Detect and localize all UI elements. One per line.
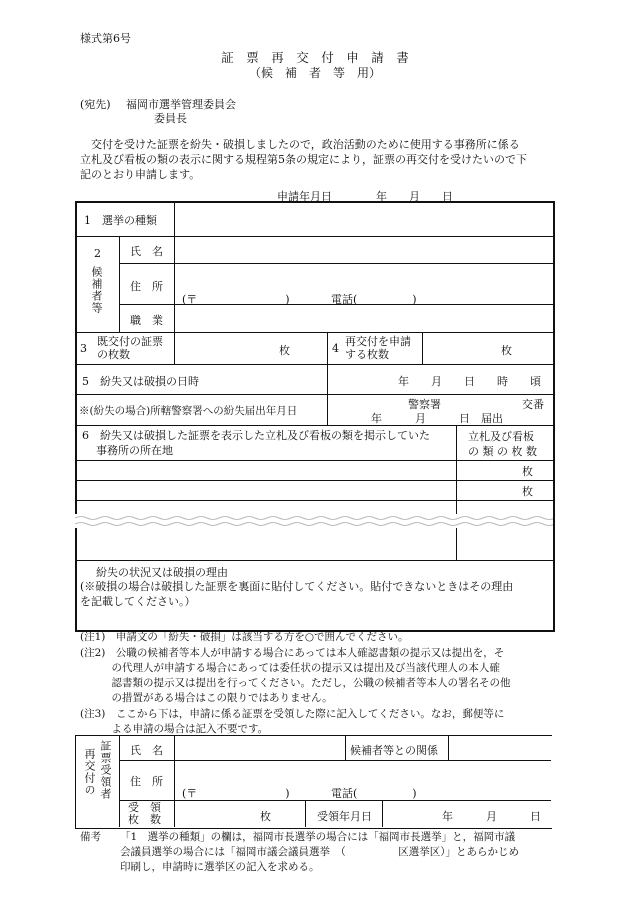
reissue-label-1: 再交付を申請 (345, 335, 411, 348)
note-2-line-2: の代理人が申請する場合にあっては委任状の提示又は提出及び当該代理人の本人確 (80, 662, 500, 674)
police-date: 年 月 日 届出 (371, 412, 503, 425)
issued-number: 3 (80, 342, 87, 355)
count-unit-1: 枚 (522, 465, 533, 478)
addressee-label: (宛先) (80, 98, 111, 111)
form-title: 証 票 再 交 付 申 請 書 (221, 50, 409, 65)
receipt-address-label: 住 所 (130, 775, 163, 788)
reason-note-1: (※破損の場合は破損した証票を裏面に貼付してください。貼付できないときはその理由 (80, 580, 514, 593)
receipt-date-value: 年 月 日 (442, 810, 541, 823)
receipt-side-label-2: 証票受領者 (99, 740, 112, 800)
reason-note-2: を記載してください。） (80, 595, 196, 608)
issued-label-1: 既交付の証票 (97, 335, 163, 348)
form-subtitle: （候 補 者 等 用） (248, 66, 381, 80)
receipt-relation-label: 候補者等との関係 (350, 744, 438, 757)
note-2-line-4: の措置がある場合はこの限りではありません。 (80, 692, 333, 704)
candidate-number: 2 (94, 247, 101, 260)
police-koban: 交番 (522, 398, 544, 411)
addressee-title: 委員長 (154, 112, 187, 125)
police-station: 警察署 (408, 398, 441, 411)
count-label-2: の 類 の 枚 数 (468, 445, 537, 458)
intro-2: 立札及び看板の類の表示に関する規程第5条の規定により，証票の再交付を受けたいので下 (80, 153, 527, 166)
reissue-number: 4 (332, 342, 339, 355)
address-postal: (〒 ) (182, 293, 290, 306)
intro-1: 交付を受けた証票を紛失・破損しましたので，政治活動のために使用する事務所に係る (80, 138, 520, 151)
police-report-label: ※(紛失の場合)所轄警察署への紛失届出年月日 (79, 405, 298, 417)
intro-3: 記のとおり申請します。 (80, 168, 201, 181)
count-unit-2: 枚 (522, 485, 533, 498)
receipt-count-label-1: 受 領 (128, 801, 161, 814)
name-label: 氏 名 (130, 245, 163, 258)
reissue-label-2: する枚数 (345, 348, 389, 361)
address-label: 住 所 (130, 280, 163, 293)
count-label-1: 立札及び看板 (468, 430, 534, 443)
note-2: (注2) 公職の候補者等本人が申請する場合にあっては本人確認書類の提示又は提出を，そ (80, 647, 505, 659)
reason-title: 紛失の状況又は破損の理由 (96, 566, 228, 579)
occupation-label: 職 業 (130, 314, 163, 327)
receipt-side-label-1: 再交付の (83, 748, 96, 796)
remarks-1: 「1 選挙の種類」の欄は，福岡市長選挙の場合には「福岡市長選挙」と，福岡市議 (120, 831, 516, 843)
address-phone: 電話( ) (331, 293, 417, 306)
application-date: 申請年月日 年 月 日 (277, 190, 453, 203)
remarks-label: 備考 (80, 831, 101, 843)
candidate-label: 候補者等 (90, 266, 103, 314)
receipt-count-label-2: 枚 数 (128, 813, 161, 826)
receipt-phone: 電話( ) (331, 787, 417, 800)
reissue-unit: 枚 (501, 344, 512, 357)
form-number: 様式第6号 (80, 32, 131, 45)
lost-date-value: 年 月 日 時 頃 (398, 375, 541, 388)
issued-label-2: の枚数 (97, 348, 130, 361)
table-break (75, 514, 553, 528)
lost-date-label: 5 紛失又は破損の日時 (82, 375, 199, 388)
note-3: (注3) ここから下は，申請に係る証票を受領した際に記入してください。なお，郵便等に (80, 708, 505, 720)
addressee-org: 福岡市選挙管理委員会 (126, 98, 236, 111)
issued-unit: 枚 (279, 344, 290, 357)
note-2-line-3: 認書類の提示又は提出を行ってください。ただし，公職の候補者等本人の署名その他 (80, 677, 511, 689)
note-3-line-2: よる申請の場合は記入不要です。 (80, 723, 269, 735)
receipt-count-unit: 枚 (260, 810, 271, 823)
receipt-name-label: 氏 名 (130, 744, 163, 757)
receipt-date-label: 受領年月日 (317, 810, 372, 823)
remarks-3: 印刷し，申請時に選挙区の記入を求める。 (120, 861, 320, 873)
receipt-postal: (〒 ) (182, 787, 290, 800)
office-label-1: 6 紛失又は破損した証票を表示した立札及び看板の類を掲示していた (82, 429, 430, 442)
remarks-2: 会議員選挙の場合には「福岡市議会議員選挙 （ 区選挙区）」とあらかじめ (120, 846, 519, 858)
note-1: (注1) 申請文の「紛失・破損」は該当する方を○で囲んでください。 (80, 631, 409, 643)
election-type-label: 1 選挙の種類 (84, 214, 157, 227)
office-label-2: 事務所の所在地 (96, 444, 173, 457)
